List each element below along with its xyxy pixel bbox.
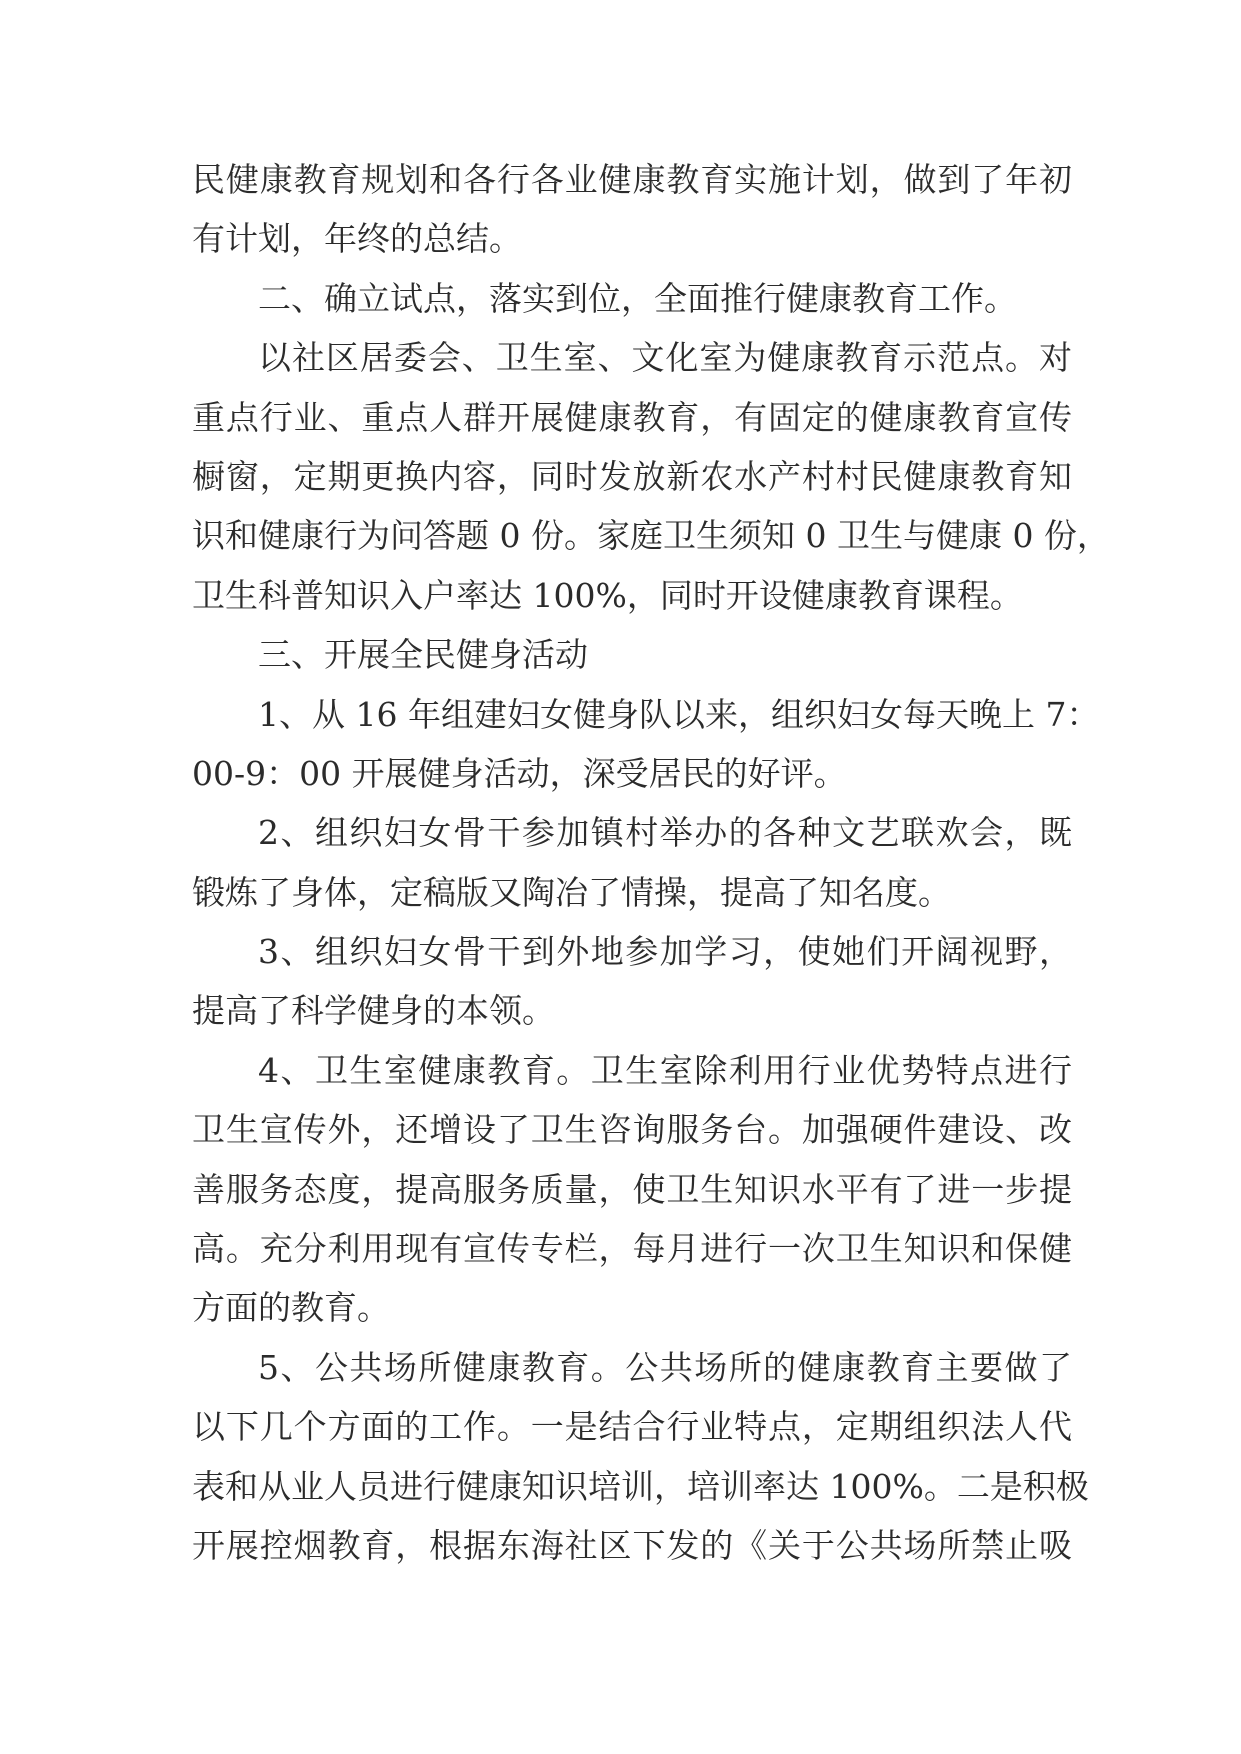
- paragraph-line: 民健康教育规划和各行各业健康教育实施计划，做到了年初: [192, 160, 1072, 199]
- paragraph-line: 4、卫生室健康教育。卫生室除利用行业优势特点进行: [258, 1050, 1072, 1090]
- paragraph-line: 橱窗，定期更换内容，同时发放新农水产村村民健康教育知: [192, 456, 1072, 496]
- paragraph-line: 卫生宣传外，还增设了卫生咨询服务台。加强硬件建设、改: [192, 1110, 1072, 1150]
- paragraph-line: 2、组织妇女骨干参加镇村举办的各种文艺联欢会，既: [258, 813, 1072, 853]
- paragraph-line: 高。充分利用现有宣传专栏，每月进行一次卫生知识和保健: [192, 1229, 1072, 1269]
- paragraph-line: 有计划，年终的总结。: [192, 219, 522, 259]
- paragraph-line: 方面的教育。: [192, 1288, 390, 1328]
- paragraph-line: 以下几个方面的工作。一是结合行业特点，定期组织法人代: [192, 1407, 1072, 1447]
- paragraph-line: 5、公共场所健康教育。公共场所的健康教育主要做了: [258, 1347, 1072, 1387]
- paragraph-line: 卫生科普知识入户率达 100%，同时开设健康教育课程。: [192, 575, 1023, 615]
- paragraph-line: 提高了科学健身的本领。: [192, 991, 555, 1031]
- section-heading: 三、开展全民健身活动: [258, 635, 588, 675]
- paragraph-line: 锻炼了身体，定稿版又陶冶了情操，提高了知名度。: [192, 872, 951, 912]
- paragraph-line: 00-9：00 开展健身活动，深受居民的好评。: [192, 753, 847, 793]
- paragraph-line: 1、从 16 年组建妇女健身队以来，组织妇女每天晚上 7：: [258, 694, 1100, 734]
- document-body: [192, 150, 1110, 1575]
- paragraph-line: 以社区居委会、卫生室、文化室为健康教育示范点。对: [258, 338, 1072, 378]
- paragraph-line: 重点行业、重点人群开展健康教育，有固定的健康教育宣传: [192, 397, 1072, 437]
- paragraph-line: 识和健康行为问答题 0 份。家庭卫生须知 0 卫生与健康 0 份，: [192, 516, 1110, 556]
- section-heading: 二、确立试点，落实到位，全面推行健康教育工作。: [258, 278, 1017, 318]
- paragraph-line: 表和从业人员进行健康知识培训，培训率达 100%。二是积极: [192, 1466, 1089, 1506]
- paragraph-line: 开展控烟教育，根据东海社区下发的《关于公共场所禁止吸: [192, 1525, 1072, 1565]
- paragraph-line: 3、组织妇女骨干到外地参加学习，使她们开阔视野，: [258, 932, 1072, 972]
- paragraph-line: 善服务态度，提高服务质量，使卫生知识水平有了进一步提: [192, 1169, 1072, 1209]
